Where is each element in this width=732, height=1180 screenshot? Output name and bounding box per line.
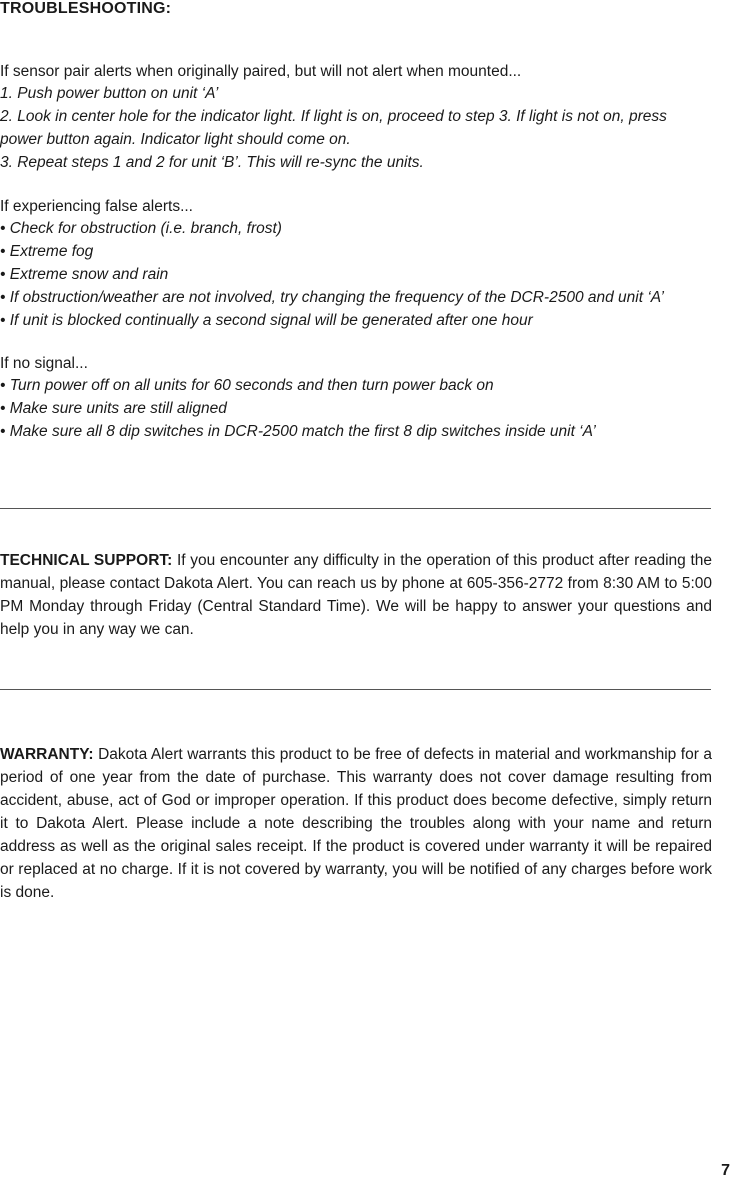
bullet-item: • Extreme fog	[0, 243, 94, 260]
section-divider	[0, 689, 711, 690]
technical-support-paragraph	[0, 549, 712, 641]
bullet-item: • Make sure all 8 dip switches in DCR-2500 match the first 8 dip switches inside unit ‘A’	[0, 423, 596, 440]
page-number: 7	[721, 1162, 730, 1179]
warranty-label: WARRANTY:	[0, 746, 94, 763]
bullet-item: • Extreme snow and rain	[0, 266, 169, 283]
section-divider	[0, 508, 711, 509]
warranty-text: Dakota Alert warrants this product to be free of defects in material and workmanship for a period of one year from the date of purchase. This warranty does not cover damage resulting from accident, abuse, act of God or improper operation. If this product does become defective, simply return it to Dakota Alert. Please include a note describing the troubles along with your name and return address as well as the original sales receipt. If the product is covered under warranty it will be repaired or replaced at no charge. If it is not covered by warranty, you will be notified of any charges before work is done.	[0, 746, 712, 901]
step-item: 3. Repeat steps 1 and 2 for unit ‘B’. This will re-sync the units.	[0, 154, 424, 171]
technical-support-label: TECHNICAL SUPPORT:	[0, 552, 173, 569]
bullet-item: • Turn power off on all units for 60 seconds and then turn power back on	[0, 377, 494, 394]
bullet-item: • If unit is blocked continually a second signal will be generated after one hour	[0, 312, 533, 329]
warranty-paragraph	[0, 743, 712, 904]
troubleshooting-section-no-signal	[0, 353, 712, 443]
bullet-item: • Make sure units are still aligned	[0, 400, 227, 417]
step-item: 2. Look in center hole for the indicator light. If light is on, proceed to step 3. If light is not on, press power button again. Indicator light should come on.	[0, 108, 667, 148]
troubleshooting-section-pairing	[0, 61, 712, 174]
bullet-item: • Check for obstruction (i.e. branch, frost)	[0, 220, 282, 237]
bullet-item: • If obstruction/weather are not involved, try changing the frequency of the DCR-2500 and unit ‘A’	[0, 289, 664, 306]
section-intro: If experiencing false alerts...	[0, 198, 193, 215]
troubleshooting-heading: TROUBLESHOOTING:	[0, 0, 172, 17]
step-item: 1. Push power button on unit ‘A’	[0, 85, 219, 102]
technical-support-text: If you encounter any difficulty in the operation of this product after reading the manual, please contact Dakota Alert. You can reach us by phone at 605-356-2772 from 8:30 AM to 5:00 PM Monday through Friday (Central Standard Time). We will be happy to answer your questions and help you in any way we can.	[0, 552, 712, 638]
section-intro: If sensor pair alerts when originally paired, but will not alert when mounted...	[0, 63, 522, 80]
section-intro: If no signal...	[0, 355, 88, 372]
troubleshooting-section-false-alerts	[0, 196, 712, 332]
